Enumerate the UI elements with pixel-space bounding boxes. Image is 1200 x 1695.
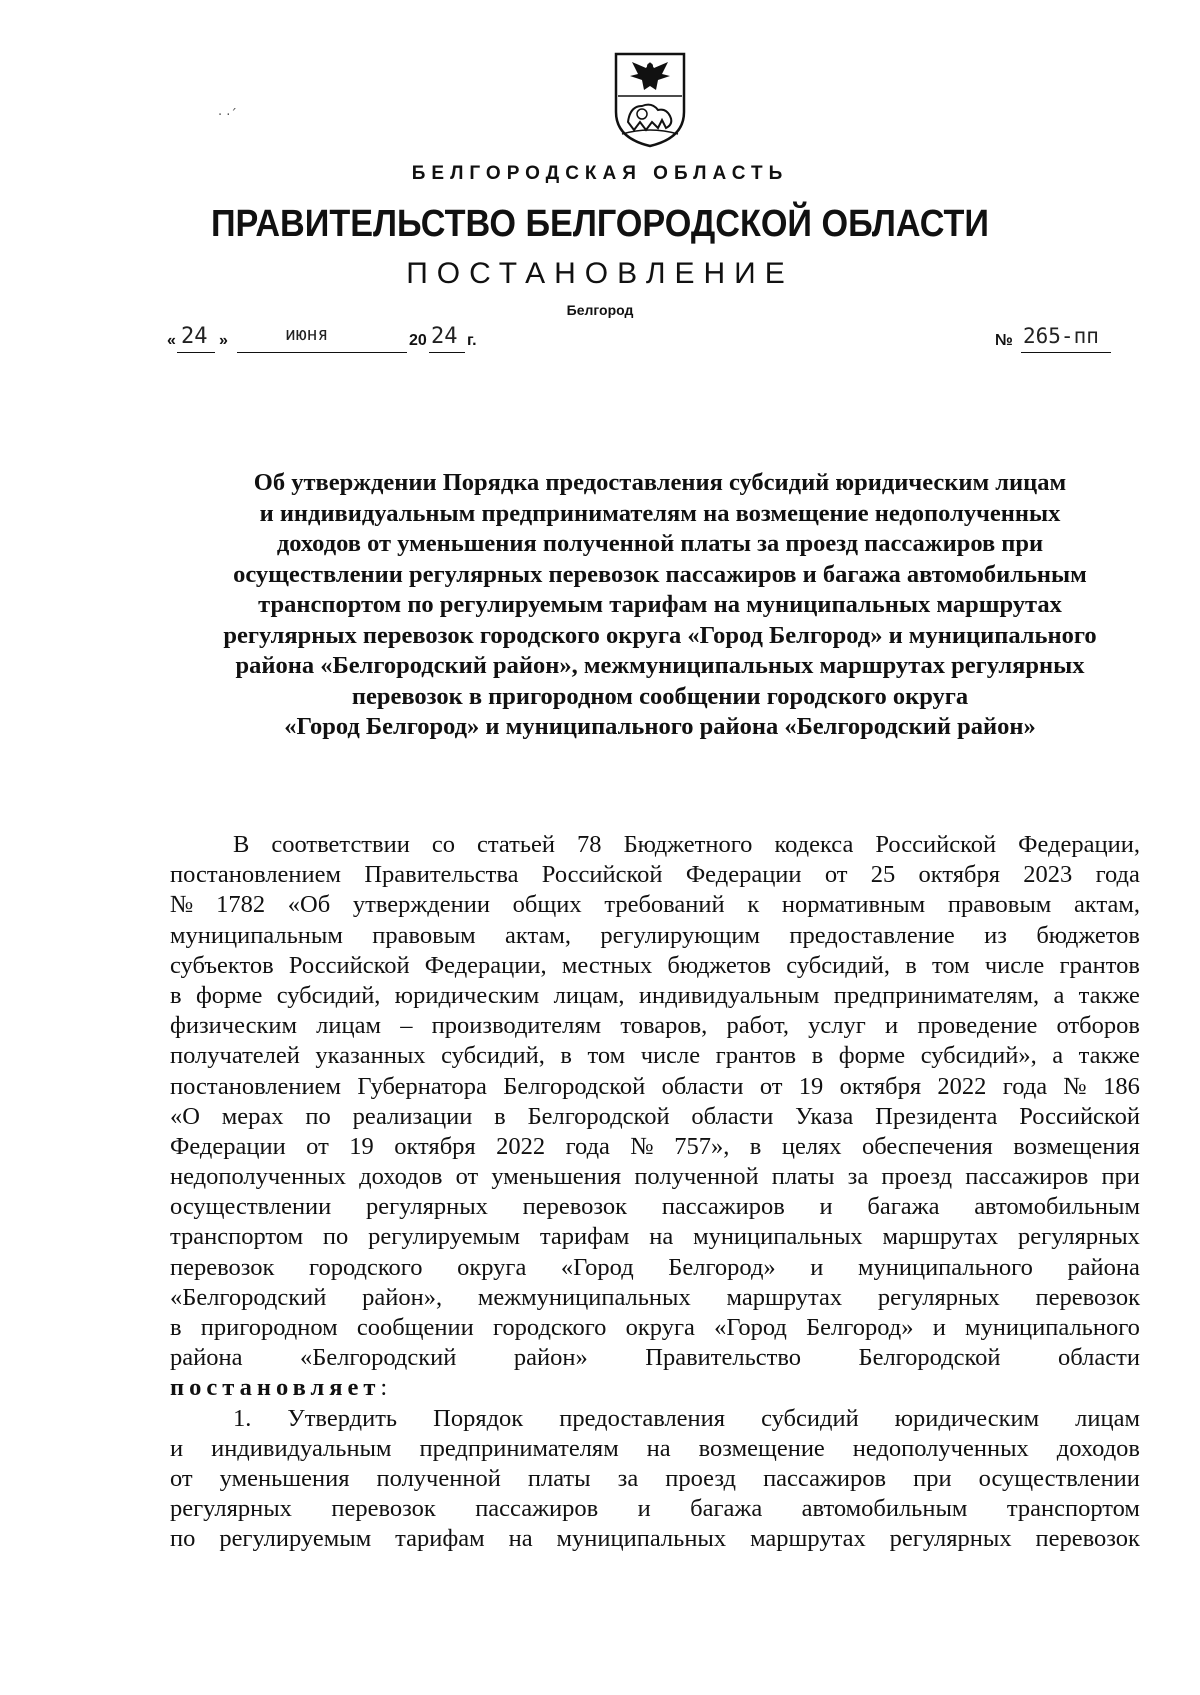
body-line: недополученных доходов от уменьшения полученной платы за проезд пассажиров при <box>170 1163 1140 1191</box>
title-line: регулярных перевозок городского округа «Город Белгород» и муниципального <box>223 621 1097 649</box>
body-line: получателей указанных субсидий, в том числе грантов в форме субсидий», а также <box>170 1042 1140 1070</box>
body-line: транспортом по регулируемым тарифам на муниципальных маршрутах регулярных <box>170 1223 1140 1251</box>
body-line: осуществлении регулярных перевозок пассажиров и багажа автомобильным <box>170 1193 1140 1221</box>
decree-body <box>170 830 1140 1555</box>
body-line: «Белгородский район», межмуниципальных маршрутах регулярных перевозок <box>170 1283 1140 1311</box>
date-year-suffix: 24 <box>431 324 458 349</box>
region-name: БЕЛГОРОДСКАЯ ОБЛАСТЬ <box>411 163 789 184</box>
number-value: 265-пп <box>1023 324 1099 348</box>
number-label: № <box>995 332 1013 349</box>
document-type: ПОСТАНОВЛЕНИЕ <box>406 257 794 290</box>
item-line: и индивидуальным предпринимателям на возмещение недополученных доходов <box>170 1434 1140 1462</box>
body-line: в пригородном сообщении городского округа «Город Белгород» и муниципального <box>170 1314 1140 1341</box>
scan-artifact: · ·´ <box>218 108 237 123</box>
title-line: «Город Белгород» и муниципального района «Белгородский район» <box>284 713 1036 740</box>
body-line: постановлением Губернатора Белгородской области от 19 октября 2022 года № 186 <box>170 1072 1140 1100</box>
date-year-prefix: 20 <box>409 332 427 349</box>
body-line: В соответствии со статьей 78 Бюджетного кодекса Российской Федерации, <box>233 831 1140 858</box>
date-year-mark: г. <box>467 332 477 349</box>
date-close-quote: » <box>219 332 228 349</box>
decree-title <box>160 468 1160 743</box>
city-name: Белгород <box>566 302 634 318</box>
item-line: от уменьшения полученной платы за проезд пассажиров при осуществлении <box>170 1464 1140 1492</box>
body-line: перевозок городского округа «Город Белгород» и муниципального района <box>170 1253 1140 1281</box>
body-line: субъектов Российской Федерации, местных бюджетов субсидий, в том числе грантов <box>170 951 1140 979</box>
body-line: физическим лицам – производителям товаров, работ, услуг и проведение отборов <box>170 1012 1140 1040</box>
resolves-line <box>170 1373 1140 1403</box>
title-line: транспортом по регулируемым тарифам на муниципальных маршрутах <box>258 591 1062 618</box>
body-line: Федерации от 19 октября 2022 года № 757», в целях обеспечения возмещения <box>170 1132 1140 1160</box>
title-line: Об утверждении Порядка предоставления субсидий юридическим лицам <box>253 469 1067 496</box>
body-line: муниципальным правовым актам, регулирующим предоставление из бюджетов <box>170 921 1140 949</box>
title-line: перевозок в пригородном сообщении городского округа <box>351 682 969 710</box>
body-line: постановлением Правительства Российской Федерации от 25 октября 2023 года <box>170 861 1140 889</box>
date-open-quote: « <box>167 332 176 349</box>
resolves-colon: : <box>380 1374 388 1402</box>
resolves-word: постановляет <box>170 1374 381 1402</box>
item-line: регулярных перевозок пассажиров и багажа автомобильным транспортом <box>170 1495 1140 1523</box>
coat-of-arms-emblem <box>612 50 688 150</box>
title-line: и индивидуальным предпринимателям на возмещение недополученных <box>259 499 1061 527</box>
item-line: по регулируемым тарифам на муниципальных маршрутах регулярных перевозок <box>170 1525 1140 1553</box>
title-line: доходов от уменьшения полученной платы за проезд пассажиров при <box>276 530 1044 557</box>
item-line: 1. Утвердить Порядок предоставления субсидий юридическим лицам <box>233 1404 1140 1432</box>
government-name: ПРАВИТЕЛЬСТВО БЕЛГОРОДСКОЙ ОБЛАСТИ <box>210 203 990 245</box>
body-line: в форме субсидий, юридическим лицам, индивидуальным предпринимателям, а также <box>170 981 1140 1009</box>
body-line: «О мерах по реализации в Белгородской области Указа Президента Российской <box>170 1102 1140 1130</box>
body-line: № 1782 «Об утверждении общих требований к нормативным правовым актам, <box>170 891 1140 919</box>
title-line: района «Белгородский район», межмуниципальных маршрутах регулярных <box>235 652 1085 679</box>
date-day: 24 <box>181 324 208 349</box>
date-month: июня <box>285 324 329 345</box>
document-number <box>995 324 1115 357</box>
body-line: района «Белгородский район» Правительство Белгородской области <box>170 1344 1140 1372</box>
title-line: осуществлении регулярных перевозок пассажиров и багажа автомобильным <box>233 560 1087 588</box>
